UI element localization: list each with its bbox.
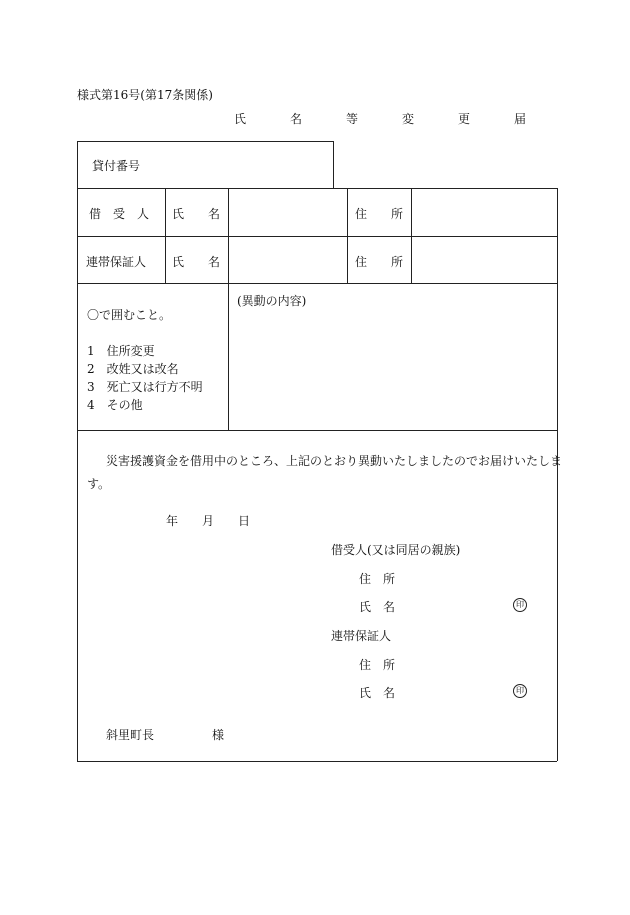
- seal-mark-icon: 印: [513, 684, 527, 698]
- guarantor-name-label: 氏 名: [172, 255, 221, 269]
- signature-guarantor-name-field[interactable]: [405, 680, 505, 700]
- addressee: 斜里町長: [106, 728, 155, 742]
- choices-instruction: 〇で囲むこと。: [87, 308, 172, 322]
- guarantor-address-label: 住 所: [355, 255, 404, 269]
- choice-item-address-change[interactable]: 1 住所変更: [87, 344, 155, 358]
- choice-item-death-missing[interactable]: 3 死亡又は行方不明: [87, 380, 203, 394]
- signature-borrower-name-field[interactable]: [405, 594, 505, 614]
- loan-number-label: 貸付番号: [92, 159, 141, 173]
- borrower-address-field[interactable]: [414, 192, 554, 232]
- form-title: 氏 名 等 変 更 届: [234, 112, 543, 126]
- borrower-label: 借 受 人: [89, 207, 150, 221]
- date-month-label: 月: [202, 514, 215, 528]
- signature-borrower-name-label: 氏 名: [359, 600, 396, 614]
- loan-number-field[interactable]: [200, 150, 325, 180]
- borrower-name-field[interactable]: [231, 192, 343, 232]
- change-details-field[interactable]: [232, 310, 552, 425]
- signature-borrower-address-field[interactable]: [405, 566, 525, 586]
- guarantor-label: 連帯保証人: [86, 255, 147, 269]
- date-year-label: 年: [166, 514, 179, 528]
- guarantor-address-field[interactable]: [414, 240, 554, 280]
- form-number: 様式第16号(第17条関係): [77, 88, 213, 102]
- signature-guarantor-address-label: 住 所: [359, 658, 396, 672]
- seal-mark-icon: 印: [513, 598, 527, 612]
- statement-line-1: 災害援護資金を借用中のところ、上記のとおり異動いたしましたのでお届けいたしま: [106, 454, 563, 468]
- guarantor-name-field[interactable]: [231, 240, 343, 280]
- signature-borrower-heading: 借受人(又は同居の親族): [331, 543, 461, 557]
- date-day-label: 日: [238, 514, 251, 528]
- change-details-label: (異動の内容): [237, 294, 307, 308]
- signature-guarantor-heading: 連帯保証人: [331, 629, 392, 643]
- borrower-name-label: 氏 名: [172, 207, 221, 221]
- signature-guarantor-name-label: 氏 名: [359, 686, 396, 700]
- signature-borrower-address-label: 住 所: [359, 572, 396, 586]
- borrower-address-label: 住 所: [355, 207, 404, 221]
- honorific: 様: [212, 728, 225, 742]
- choice-item-other[interactable]: 4 その他: [87, 398, 143, 412]
- signature-guarantor-address-field[interactable]: [405, 652, 525, 672]
- choice-item-name-change[interactable]: 2 改姓又は改名: [87, 362, 179, 376]
- statement-line-2: す。: [87, 477, 111, 491]
